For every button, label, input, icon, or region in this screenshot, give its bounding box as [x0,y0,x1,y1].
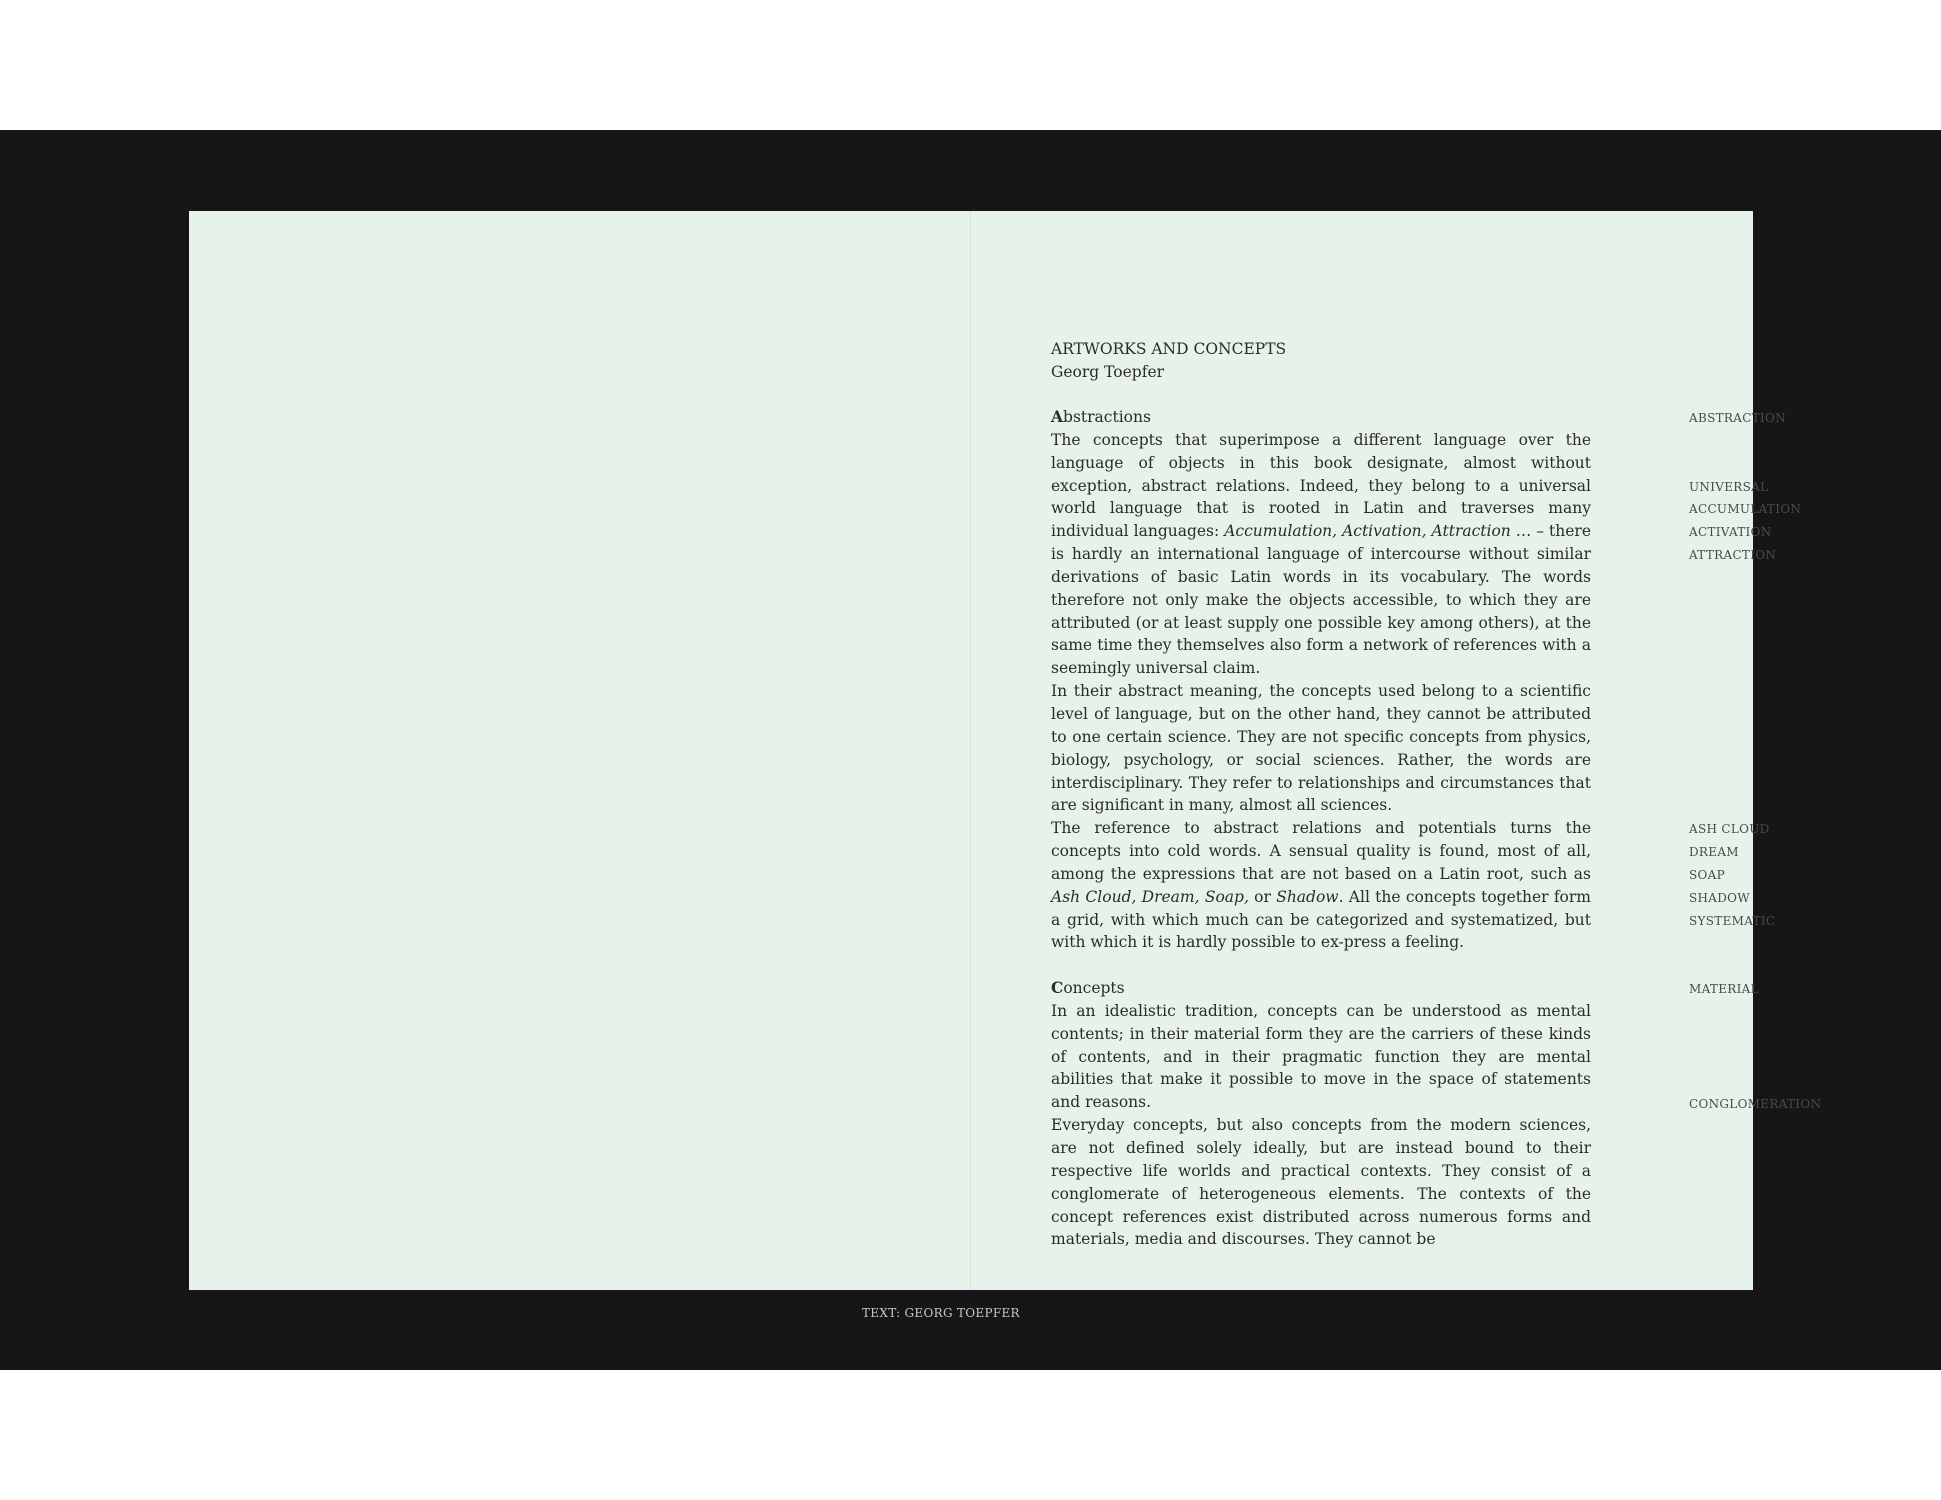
article-header [1051,338,1591,384]
section-heading-rest: bstractions [1063,408,1151,426]
text-run: . All the concepts together form a grid, with which much can be categorized and systematized, but with which it is hardly possible to ex-press a feeling. [1051,887,1591,952]
body-paragraph [1051,429,1591,680]
italic-term: Ash Cloud, Dream, Soap, [1051,887,1249,906]
italic-term: Shadow [1276,887,1339,906]
section-heading-initial: A [1051,407,1064,426]
margin-note: SYSTEMATIC [1689,913,1776,928]
left-page-blank [189,211,970,1290]
text-run: Everyday concepts, but also concepts from the modern sciences, are not defined solely ideally, but are instead bound to their respective life worlds and practical contexts. They consist of a conglomerate of heterogeneous elements. The contexts of the concept references exist distributed across numerous forms and materials, media and discourses. They cannot be [1051,1116,1591,1249]
article-author: Georg Toepfer [1051,363,1165,381]
text-run: The concepts that superimpose a different language over the language of objects in this book designate, almost without exception, abstract relations. Indeed, they belong to a universal world language that is rooted in Latin and traverses many individual languages: [1051,430,1591,541]
book-spread [189,211,1822,1290]
margin-note: CONGLOMERATION [1689,1096,1822,1111]
margin-note: SOAP [1689,868,1725,882]
article-title: ARTWORKS AND CONCEPTS [1051,340,1287,358]
section-heading [1051,977,1591,1000]
margin-note: ASH CLOUD [1689,822,1770,837]
body-paragraph [1051,680,1591,817]
text-run: The reference to abstract relations and potentials turns the concepts into cold words. A sensual quality is found, most of all, among the expressions that are not based on a Latin root, such as [1051,819,1591,883]
section-heading-rest: oncepts [1063,979,1125,998]
body-paragraph [1051,1000,1591,1114]
article-body [1051,406,1822,1251]
margin-note: ACTIVATION [1689,525,1772,540]
margin-note: ATTRACTION [1689,548,1777,563]
section-spacer [1051,954,1591,977]
body-paragraph [1051,1114,1591,1251]
text-run: In an idealistic tradition, concepts can be understood as mental contents; in their material form they are the carriers of these kinds of contents, and in their pragmatic function they are mental abilities that make it possible to move in the space of statements and reasons. [1051,1001,1591,1112]
right-page [971,211,1822,1290]
text-run: – there is hardly an international language of intercourse without similar derivations of basic Latin words in its vocabulary. The words therefore not only make the objects accessible, to which they are attributed (or at least supply one possible key among others), at the same time they themselves also form a network of references with a seemingly universal claim. [1051,522,1591,678]
margin-note: ACCUMULATION [1689,502,1802,517]
margin-note: ABSTRACTION [1689,411,1786,425]
margin-note: SHADOW [1689,890,1750,905]
italic-term: Accumulation, Activation, Attraction … [1224,522,1532,541]
section-heading-initial: C [1051,978,1064,998]
body-paragraph [1051,817,1591,954]
margin-note: UNIVERSAL [1689,479,1769,494]
margin-note: DREAM [1689,845,1739,860]
text-run: or [1248,887,1277,906]
text-credit: TEXT: GEORG TOEPFER [862,1306,1020,1320]
text-run: In their abstract meaning, the concepts used belong to a scientific level of language, but on the other hand, they cannot be attributed to one certain science. They are not specific concepts from physics, biology, psychology, or social sciences. Rather, the words are interdisciplinary. They refer to relationships and circumstances that are significant in many, almost all sciences. [1051,682,1591,815]
section-heading [1051,406,1591,429]
margin-note: MATERIAL [1689,982,1759,997]
